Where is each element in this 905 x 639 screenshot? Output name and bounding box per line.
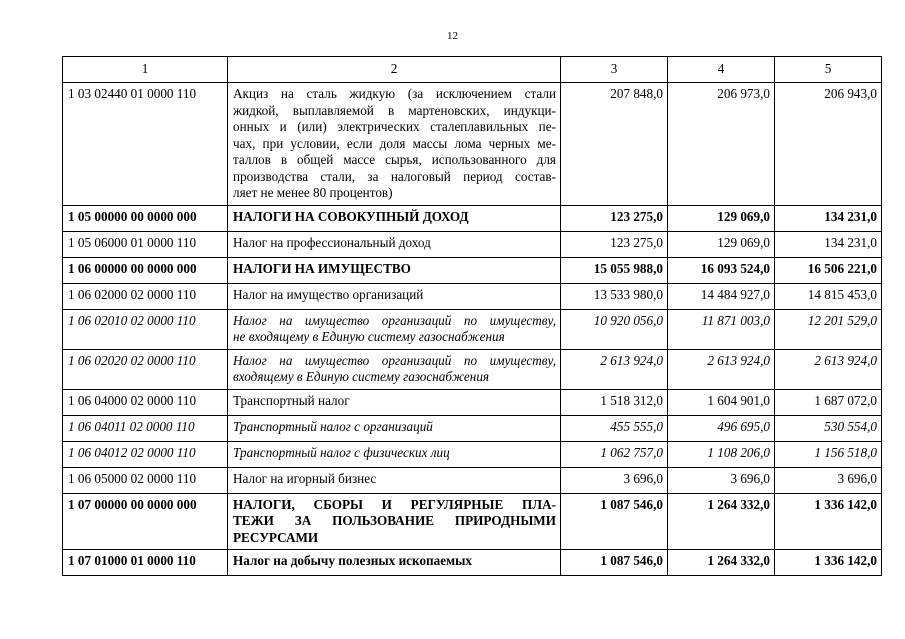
revenue-code-cell: 1 06 02000 02 0000 110 (63, 283, 228, 309)
revenue-name-line: Транспортный налог с физических лиц (233, 444, 450, 460)
amount-cell-year-1: 207 848,0 (561, 83, 668, 206)
column-header-5: 5 (775, 57, 882, 83)
revenue-code-cell: 1 06 05000 02 0000 110 (63, 467, 228, 493)
revenue-name-line: НАЛОГИ НА ИМУЩЕСТВО (233, 260, 411, 276)
revenue-code-cell: 1 05 06000 01 0000 110 (63, 231, 228, 257)
revenue-name-line: Налог на добычу полезных ископаемых (233, 553, 472, 568)
amount-cell-year-3: 1 156 518,0 (775, 441, 882, 467)
revenue-name-line: производства стали, за налоговый период состав- (233, 168, 556, 184)
revenue-code-cell: 1 06 00000 00 0000 000 (63, 257, 228, 283)
table-row (63, 309, 882, 349)
revenue-name-line: Налог на профессиональный доход (233, 234, 431, 250)
revenue-name-cell (228, 83, 561, 206)
revenue-name-line: РЕСУРСАМИ (233, 529, 319, 545)
amount-cell-year-2: 1 264 332,0 (668, 493, 775, 550)
revenue-name-cell (228, 550, 561, 576)
amount-cell-year-1: 1 087 546,0 (561, 550, 668, 576)
revenue-name-cell (228, 349, 561, 389)
amount-cell-year-2: 1 604 901,0 (668, 389, 775, 415)
amount-cell-year-3: 14 815 453,0 (775, 283, 882, 309)
revenue-name-line: Налог на имущество организаций по имуществу, (233, 312, 556, 328)
amount-cell-year-1: 123 275,0 (561, 231, 668, 257)
table-row (63, 257, 882, 283)
table-row (63, 205, 882, 231)
amount-cell-year-2: 1 264 332,0 (668, 550, 775, 576)
revenue-name-cell (228, 415, 561, 441)
amount-cell-year-2: 129 069,0 (668, 231, 775, 257)
amount-cell-year-1: 2 613 924,0 (561, 349, 668, 389)
revenue-name-line: онных и (или) электрических сталеплавильных пе- (233, 119, 556, 134)
amount-cell-year-2: 3 696,0 (668, 467, 775, 493)
revenue-code-cell: 1 07 00000 00 0000 000 (63, 493, 228, 550)
table-row (63, 283, 882, 309)
column-header-2: 2 (228, 57, 561, 83)
revenue-name-line: Транспортный налог (233, 392, 350, 408)
revenue-name-cell (228, 467, 561, 493)
revenue-name-cell (228, 257, 561, 283)
revenue-code-cell: 1 06 02010 02 0000 110 (63, 309, 228, 349)
revenue-code-cell: 1 06 04011 02 0000 110 (63, 415, 228, 441)
amount-cell-year-1: 455 555,0 (561, 415, 668, 441)
revenue-name-cell (228, 389, 561, 415)
amount-cell-year-3: 12 201 529,0 (775, 309, 882, 349)
amount-cell-year-1: 10 920 056,0 (561, 309, 668, 349)
revenue-name-cell (228, 283, 561, 309)
revenue-name-line: жидкой, выплавляемой в мартеновских, индукци- (233, 102, 556, 118)
amount-cell-year-3: 134 231,0 (775, 205, 882, 231)
table-row (63, 389, 882, 415)
amount-cell-year-1: 13 533 980,0 (561, 283, 668, 309)
revenue-name-cell (228, 309, 561, 349)
amount-cell-year-1: 1 062 757,0 (561, 441, 668, 467)
amount-cell-year-3: 1 336 142,0 (775, 493, 882, 550)
revenue-name-line: Транспортный налог с организаций (233, 418, 433, 434)
revenue-name-line: входящему в Единую систему газоснабжения (233, 369, 490, 384)
amount-cell-year-1: 3 696,0 (561, 467, 668, 493)
revenue-code-cell: 1 07 01000 01 0000 110 (63, 550, 228, 576)
table-row (63, 349, 882, 389)
amount-cell-year-2: 2 613 924,0 (668, 349, 775, 389)
column-header-4: 4 (668, 57, 775, 83)
amount-cell-year-1: 123 275,0 (561, 205, 668, 231)
revenue-code-cell: 1 06 02020 02 0000 110 (63, 349, 228, 389)
revenue-name-cell (228, 441, 561, 467)
amount-cell-year-3: 16 506 221,0 (775, 257, 882, 283)
amount-cell-year-2: 129 069,0 (668, 205, 775, 231)
revenue-name-line: НАЛОГИ НА СОВОКУПНЫЙ ДОХОД (233, 208, 469, 224)
amount-cell-year-2: 496 695,0 (668, 415, 775, 441)
table-row (63, 493, 882, 550)
revenue-name-line: ляет не менее 80 процентов) (233, 185, 393, 200)
table-header-row (63, 57, 882, 83)
revenue-name-cell (228, 493, 561, 550)
amount-cell-year-2: 14 484 927,0 (668, 283, 775, 309)
amount-cell-year-3: 1 336 142,0 (775, 550, 882, 576)
revenue-name-line: Акциз на сталь жидкую (за исключением стали (233, 86, 556, 101)
amount-cell-year-1: 15 055 988,0 (561, 257, 668, 283)
table-row (63, 467, 882, 493)
revenue-code-cell: 1 06 04000 02 0000 110 (63, 389, 228, 415)
revenue-name-cell (228, 231, 561, 257)
column-header-3: 3 (561, 57, 668, 83)
revenue-name-line: таллов в общей массе сырья, использованного для (233, 152, 556, 167)
revenue-name-line: Налог на имущество организаций по имуществу, (233, 352, 556, 368)
amount-cell-year-3: 1 687 072,0 (775, 389, 882, 415)
amount-cell-year-2: 206 973,0 (668, 83, 775, 206)
revenue-name-cell (228, 205, 561, 231)
amount-cell-year-1: 1 518 312,0 (561, 389, 668, 415)
revenue-code-cell: 1 03 02440 01 0000 110 (63, 83, 228, 206)
page-number: 12 (447, 30, 458, 42)
table-row (63, 415, 882, 441)
table-row (63, 83, 882, 206)
table-row (63, 441, 882, 467)
amount-cell-year-3: 206 943,0 (775, 83, 882, 206)
amount-cell-year-3: 134 231,0 (775, 231, 882, 257)
column-header-1: 1 (63, 57, 228, 83)
revenue-name-line: чах, при условии, если доля массы лома черных ме- (233, 135, 556, 151)
table-row (63, 231, 882, 257)
revenue-name-line: не входящему в Единую систему газоснабжения (233, 329, 505, 344)
amount-cell-year-3: 2 613 924,0 (775, 349, 882, 389)
budget-revenue-table (62, 56, 882, 576)
revenue-code-cell: 1 06 04012 02 0000 110 (63, 441, 228, 467)
table-row (63, 550, 882, 576)
revenue-name-line: ТЕЖИ ЗА ПОЛЬЗОВАНИЕ ПРИРОДНЫМИ (233, 513, 556, 528)
revenue-code-cell: 1 05 00000 00 0000 000 (63, 205, 228, 231)
revenue-name-line: Налог на игорный бизнес (233, 470, 377, 486)
amount-cell-year-2: 11 871 003,0 (668, 309, 775, 349)
amount-cell-year-2: 16 093 524,0 (668, 257, 775, 283)
amount-cell-year-2: 1 108 206,0 (668, 441, 775, 467)
revenue-name-line: НАЛОГИ, СБОРЫ И РЕГУЛЯРНЫЕ ПЛА- (233, 496, 556, 512)
amount-cell-year-3: 3 696,0 (775, 467, 882, 493)
amount-cell-year-3: 530 554,0 (775, 415, 882, 441)
amount-cell-year-1: 1 087 546,0 (561, 493, 668, 550)
revenue-name-line: Налог на имущество организаций (233, 286, 424, 302)
